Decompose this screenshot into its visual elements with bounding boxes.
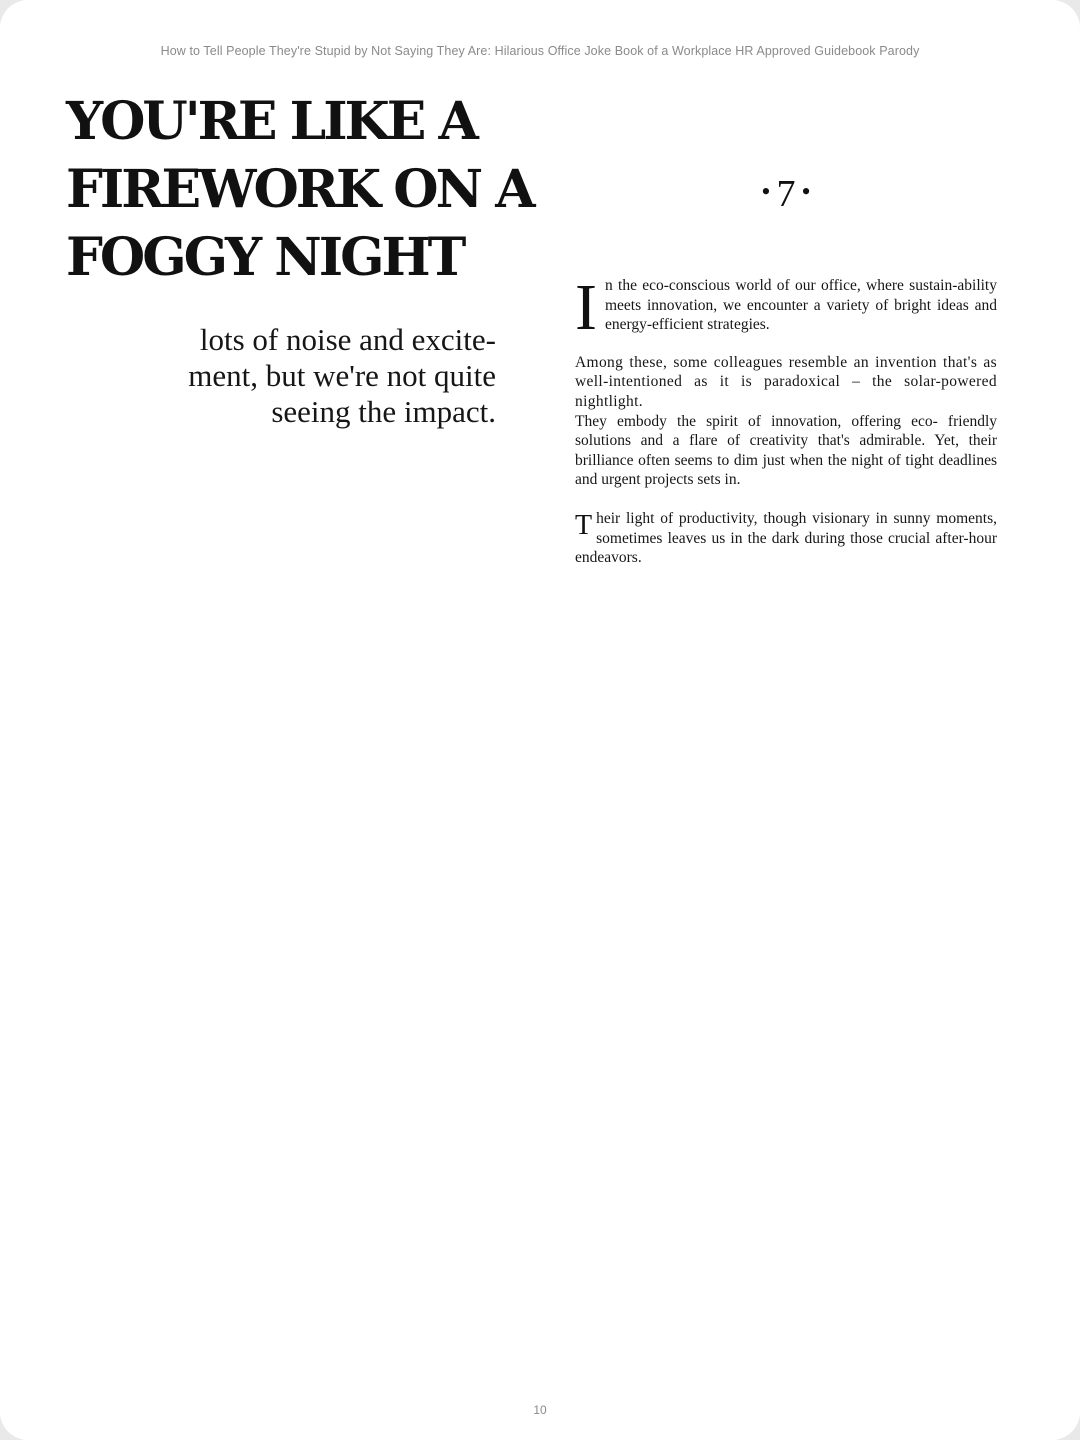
chapter-title [66, 88, 536, 292]
chapter-subtitle-line: seeing the impact. [271, 394, 496, 429]
chapter-body [575, 271, 997, 568]
ornament-dot-right: • [801, 177, 811, 206]
ornament-dot-left: • [761, 177, 771, 206]
chapter-subtitle-line: ment, but we're not quite [188, 358, 496, 393]
running-header: How to Tell People They're Stupid by Not Saying They Are: Hilarious Office Joke Book of a Workplace HR Approved Guidebook Parody [160, 44, 920, 58]
paragraph-text: heir light of productivity, though visionary in sunny moments, sometimes leaves us in the dark during those crucial after-hour endeavors. [575, 509, 997, 567]
chapter-subtitle [120, 322, 496, 430]
chapter-number [575, 168, 997, 218]
paragraph: Among these, some colleagues resemble an invention that's as well-intentioned as it is paradoxical – the solar-powered nightlight. [575, 353, 997, 410]
paragraph [575, 509, 997, 568]
chapter-number-value: 7 [776, 173, 796, 215]
chapter-title-line: FOGGY NIGHT [66, 227, 464, 288]
paragraph-text: n the eco-conscious world of our office, where sustain-ability meets innovation, we encounter a variety of bright ideas and energy-efficient strategies. [604, 277, 997, 334]
chapter-subtitle-line: lots of noise and excite- [199, 322, 496, 357]
chapter-title-line: YOU'RE LIKE A [66, 91, 476, 152]
paragraph: They embody the spirit of innovation, offering eco- friendly solutions and a flare of creativity that's admirable. Yet, their brilliance often seems to dim just when the night of tight deadlines and urgent projects sets in. [575, 412, 997, 489]
drop-cap: T [575, 509, 593, 541]
paragraph [575, 271, 997, 344]
page-number: 10 [533, 1403, 547, 1417]
chapter-title-line: FIREWORK ON A [66, 159, 533, 220]
drop-cap: I [575, 271, 597, 344]
